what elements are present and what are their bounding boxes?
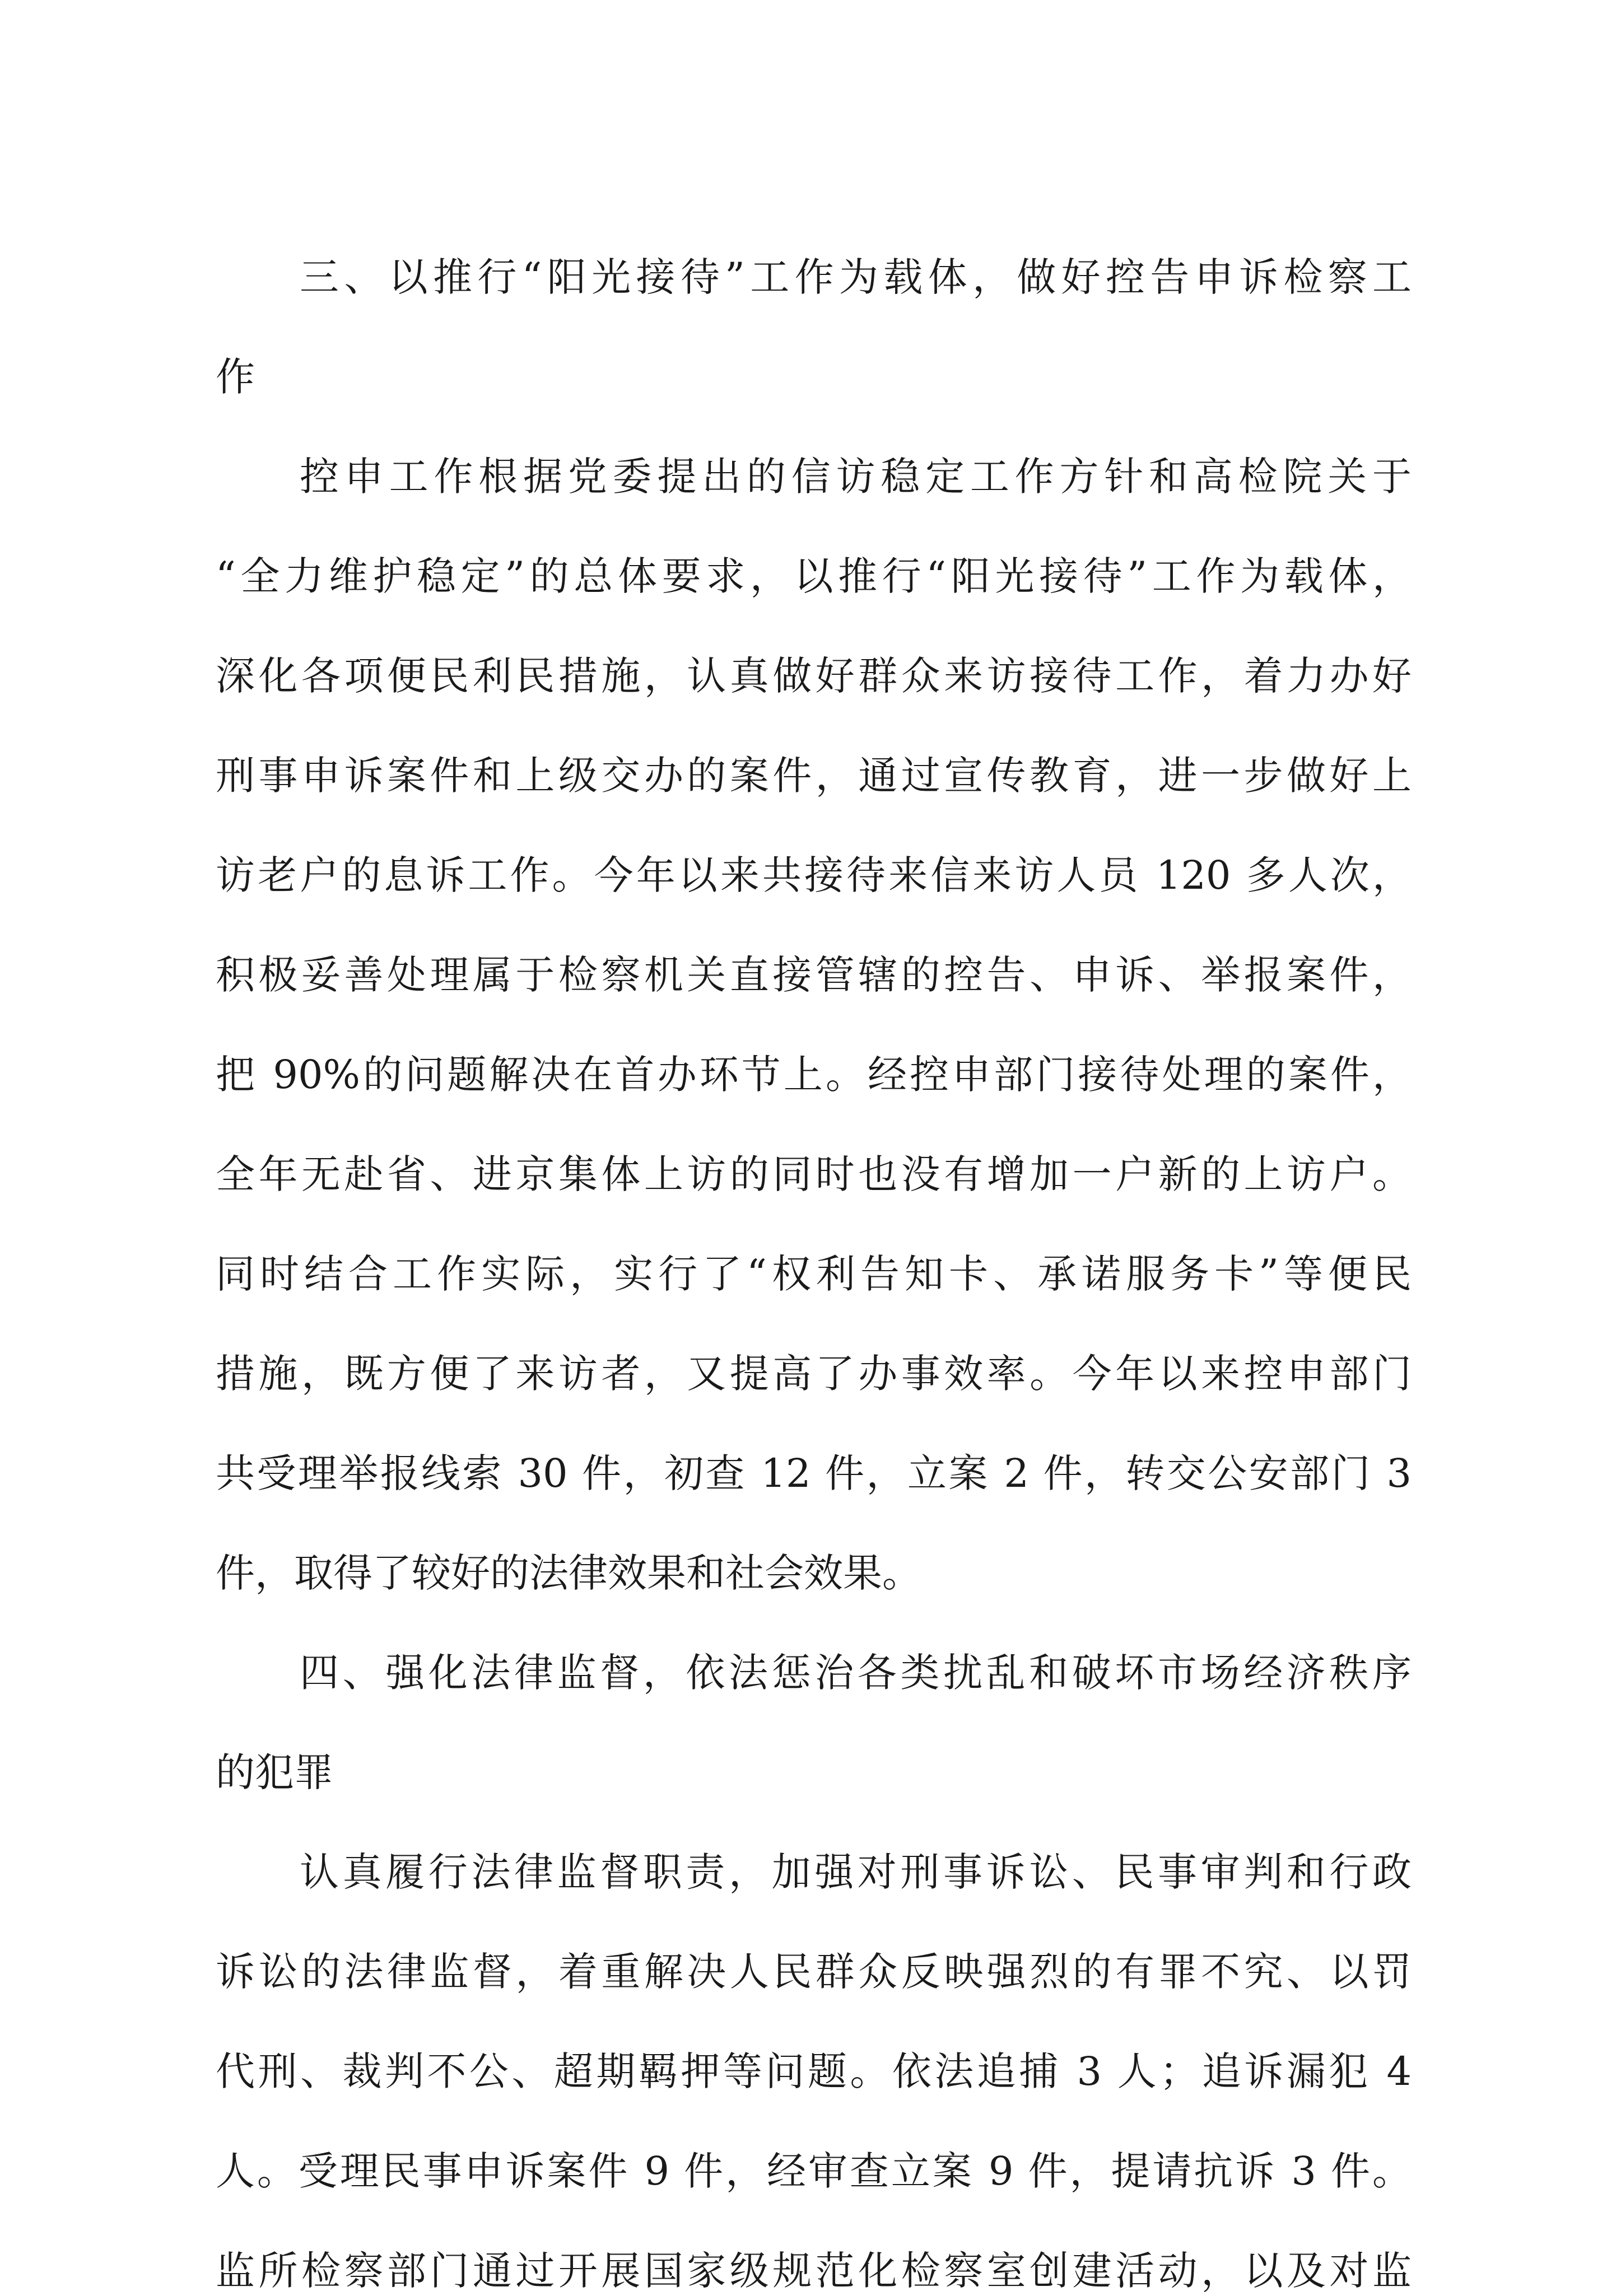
paragraph-line: “全力维护稳定”的总体要求，以推行“阳光接待”工作为载体， xyxy=(216,553,1412,599)
section-heading-4-continued: 的犯罪 xyxy=(216,1749,333,1795)
paragraph-line: 全年无赴省、进京集体上访的同时也没有增加一户新的上访户。 xyxy=(216,1151,1412,1197)
paragraph-line: 控申工作根据党委提出的信访稳定工作方针和高检院关于 xyxy=(300,454,1412,500)
paragraph-line: 刑事申诉案件和上级交办的案件，通过宣传教育，进一步做好上 xyxy=(216,753,1412,799)
paragraph-line: 诉讼的法律监督，着重解决人民群众反映强烈的有罪不究、以罚 xyxy=(216,1949,1412,1995)
section-heading-4: 四、强化法律监督，依法惩治各类扰乱和破坏市场经济秩序 xyxy=(300,1650,1412,1696)
paragraph-line: 监所检察部门通过开展国家级规范化检察室创建活动，以及对监 xyxy=(216,2248,1412,2294)
paragraph-line: 共受理举报线索 30 件，初查 12 件，立案 2 件，转交公安部门 3 xyxy=(216,1450,1412,1496)
paragraph-line: 认真履行法律监督职责，加强对刑事诉讼、民事审判和行政 xyxy=(300,1849,1412,1895)
paragraph-line: 件，取得了较好的法律效果和社会效果。 xyxy=(216,1550,921,1596)
paragraph-line: 把 90%的问题解决在首办环节上。经控申部门接待处理的案件， xyxy=(216,1052,1412,1098)
paragraph-line: 深化各项便民利民措施，认真做好群众来访接待工作，着力办好 xyxy=(216,653,1412,699)
paragraph-line: 代刑、裁判不公、超期羁押等问题。依法追捕 3 人；追诉漏犯 4 xyxy=(216,2048,1412,2094)
section-heading-3-continued: 作 xyxy=(216,354,255,400)
paragraph-line: 同时结合工作实际，实行了“权利告知卡、承诺服务卡”等便民 xyxy=(216,1251,1412,1297)
paragraph-line: 访老户的息诉工作。今年以来共接待来信来访人员 120 多人次， xyxy=(216,852,1412,898)
paragraph-line: 人。受理民事申诉案件 9 件，经审查立案 9 件，提请抗诉 3 件。 xyxy=(216,2148,1412,2194)
section-heading-3: 三、以推行“阳光接待”工作为载体，做好控告申诉检察工 xyxy=(300,254,1412,300)
paragraph-line: 积极妥善处理属于检察机关直接管辖的控告、申诉、举报案件， xyxy=(216,952,1412,998)
paragraph-line: 措施，既方便了来访者，又提高了办事效率。今年以来控申部门 xyxy=(216,1351,1412,1397)
